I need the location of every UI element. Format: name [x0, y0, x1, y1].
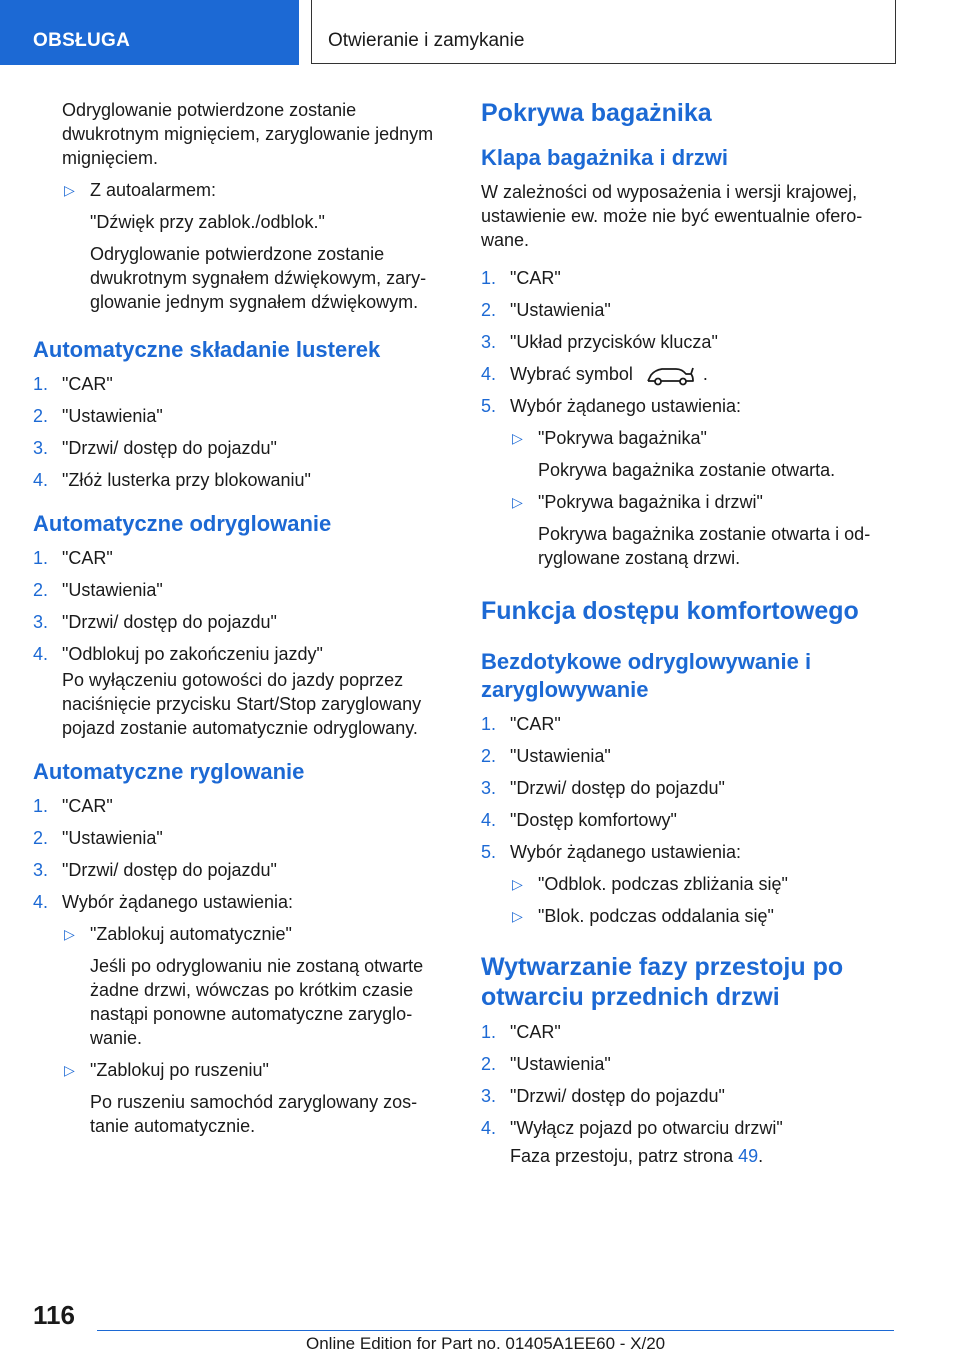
chapter-title: Otwieranie i zamykanie — [328, 30, 525, 51]
footer-divider — [97, 1330, 894, 1331]
bullet-triangle-icon: ▷ — [64, 1062, 75, 1078]
list-item: ▷ "Zablokuj po ruszeniu" — [64, 1060, 269, 1080]
chapter-header — [311, 0, 896, 64]
list-item: 3. "Drzwi/ dostęp do pojazdu" — [481, 778, 725, 799]
list-item: 2. "Ustawienia" — [33, 580, 163, 600]
list-item: 3. "Drzwi/ dostęp do pojazdu" — [33, 612, 277, 632]
subsection-heading: Bezdotykowe odryglowywanie i zaryglowywanie — [481, 649, 812, 703]
paragraph: W zależności od wyposażenia i wersji krajowej, ustawienie ew. może nie być ewentualnie oferowane. — [481, 182, 863, 250]
section-heading: Wytwarzanie fazy przestoju po otwarciu przednich drzwi — [481, 953, 844, 1012]
section-heading: Automatyczne odryglowanie — [33, 511, 332, 536]
car-trunk-open-icon — [645, 364, 695, 386]
list-item: 3. "Drzwi/ dostęp do pojazdu" — [33, 860, 277, 880]
list-item: 5. Wybór żądanego ustawienia: — [481, 396, 741, 417]
list-item: 2. "Ustawienia" — [481, 300, 611, 320]
paragraph: "Dźwięk przy zablok./odblok." — [90, 212, 325, 232]
subsection-heading: Klapa bagażnika i drzwi — [481, 145, 728, 170]
list-item: 5. Wybór żądanego ustawienia: — [481, 842, 741, 863]
paragraph: Po wyłączeniu gotowości do jazdy poprzez naciśnięcie przycisku Start/Stop zaryglowany pojazd zostanie automatycznie odryglowany. — [62, 670, 422, 738]
list-item: 3. "Drzwi/ dostęp do pojazdu" — [33, 438, 277, 458]
list-item: 1. "CAR" — [33, 548, 113, 568]
bullet-triangle-icon: ▷ — [512, 494, 523, 511]
paragraph: Faza przestoju, patrz strona 49. — [510, 1146, 764, 1167]
page-number: 116 — [33, 1300, 75, 1330]
bullet-triangle-icon: ▷ — [512, 876, 523, 893]
list-item: 2. "Ustawienia" — [33, 406, 163, 426]
section-heading: Automatyczne składanie lusterek — [33, 337, 381, 362]
list-item: 3. "Drzwi/ dostęp do pojazdu" — [481, 1086, 725, 1107]
list-item: 4. "Dostęp komfortowy" — [481, 810, 677, 831]
list-item: ▷ "Blok. podczas oddalania się" — [512, 906, 774, 927]
list-item: 1. "CAR" — [33, 796, 113, 816]
list-item: 1. "CAR" — [481, 1022, 561, 1043]
list-item: 2. "Ustawienia" — [481, 746, 611, 767]
bullet-triangle-icon: ▷ — [64, 182, 75, 198]
list-item: 1. "CAR" — [33, 374, 113, 394]
section-heading: Funkcja dostępu komfortowego — [481, 597, 859, 626]
section-label: OBSŁUGA — [33, 30, 131, 51]
list-item: 4. "Złóż lusterka przy blokowaniu" — [33, 470, 311, 490]
list-item: ▷ "Pokrywa bagażnika i drzwi" — [512, 492, 763, 513]
list-item: 3. "Układ przycisków klucza" — [481, 332, 718, 352]
left-column — [33, 98, 448, 1146]
bullet-triangle-icon: ▷ — [64, 926, 75, 942]
section-tab — [0, 0, 299, 65]
paragraph: Odryglowanie potwierdzone zostanie dwukrotnym sygnałem dźwiękowym, zaryglowanie jednym sygnałem dźwiękowym. — [90, 244, 427, 312]
page-reference-link[interactable]: 49 — [738, 1146, 759, 1167]
list-item: 4. "Wyłącz pojazd po otwarciu drzwi" — [481, 1118, 783, 1139]
bullet-triangle-icon: ▷ — [512, 908, 523, 925]
paragraph: Jeśli po odryglowaniu nie zostaną otwarte żadne drzwi, wówczas po krótkim czasie nastąpi ponowne automatyczne zaryglowanie. — [90, 956, 424, 1048]
list-item: ▷ "Odblok. podczas zbliżania się" — [512, 874, 788, 895]
list-item: ▷ "Pokrywa bagażnika" — [512, 428, 707, 449]
list-item: 1. "CAR" — [481, 714, 561, 735]
list-item: ▷ "Zablokuj automatycznie" — [64, 924, 292, 944]
list-item: 4. "Odblokuj po zakończeniu jazdy" — [33, 644, 323, 664]
list-item: 2. "Ustawienia" — [481, 1054, 611, 1075]
list-item: 1. "CAR" — [481, 268, 561, 288]
footer-edition: Online Edition for Part no. 01405A1EE60 - X/20 — [306, 1334, 666, 1353]
right-column — [481, 98, 891, 1176]
paragraph: Pokrywa bagażnika zostanie otwarta i odryglowane zostaną drzwi. — [538, 524, 871, 569]
list-item: ▷ Z autoalarmem: — [64, 180, 217, 200]
list-item: 4. Wybór żądanego ustawienia: — [33, 892, 293, 912]
section-heading: Pokrywa bagażnika — [481, 99, 712, 127]
paragraph: Po ruszeniu samochód zaryglowany zostanie automatycznie. — [90, 1092, 418, 1136]
list-item: 2. "Ustawienia" — [33, 828, 163, 848]
paragraph: Pokrywa bagażnika zostanie otwarta. — [538, 460, 836, 481]
bullet-triangle-icon: ▷ — [512, 430, 523, 447]
paragraph: Odryglowanie potwierdzone zostanie dwukrotnym mignięciem, zaryglowanie jednym mignięciem. — [62, 100, 434, 168]
list-item: 4. Wybrać symbol . — [481, 362, 891, 386]
section-heading: Automatyczne ryglowanie — [33, 759, 305, 784]
